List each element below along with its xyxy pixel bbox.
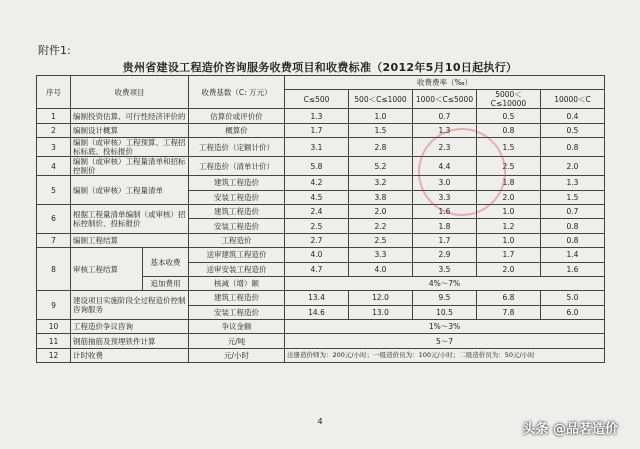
rate-cell: 3.0 (413, 176, 477, 190)
rate-span-cell: 5～7 (285, 334, 605, 348)
document-title: 贵州省建设工程造价咨询服务收费项目和收费标准（2012年5月10日起执行） (122, 61, 518, 74)
rate-cell: 3.3 (349, 248, 413, 262)
rate-cell: 3.1 (285, 138, 349, 157)
row-base: 工程造价（定额计价） (189, 138, 285, 157)
row-item: 工程造价争议咨询 (71, 320, 189, 334)
row-subitem: 基本收费 (143, 248, 189, 277)
table-row (37, 204, 605, 218)
rate-cell: 0.8 (541, 233, 605, 247)
range-header: 500＜C≤1000 (349, 90, 413, 109)
table-row (37, 123, 605, 137)
row-seq: 8 (37, 248, 71, 291)
row-base: 建筑工程造价 (189, 291, 285, 305)
rate-cell: 0.5 (541, 123, 605, 137)
range-header: 1000＜C≤5000 (413, 90, 477, 109)
rate-cell: 2.9 (413, 248, 477, 262)
row-base: 工程造价 (189, 233, 285, 247)
row-base: 安装工程造价 (189, 219, 285, 233)
rate-cell: 2.0 (477, 262, 541, 276)
rate-cell: 0.7 (541, 204, 605, 218)
rate-cell: 4.4 (413, 157, 477, 176)
table-row (37, 334, 605, 348)
table-row (37, 348, 605, 362)
row-seq: 5 (37, 176, 71, 205)
table-row (37, 176, 605, 190)
rate-cell: 0.5 (477, 109, 541, 123)
rate-cell: 3.2 (349, 176, 413, 190)
rate-cell: 1.7 (413, 233, 477, 247)
rate-cell: 1.5 (477, 138, 541, 157)
rate-cell: 2.5 (477, 157, 541, 176)
table-header-row (37, 76, 605, 90)
rate-cell: 1.7 (477, 248, 541, 262)
row-seq: 11 (37, 334, 71, 348)
table-row (37, 233, 605, 247)
row-base: 争议金额 (189, 320, 285, 334)
rate-cell: 5.0 (541, 291, 605, 305)
rate-cell: 2.4 (285, 204, 349, 218)
table-row (37, 109, 605, 123)
table-row (37, 157, 605, 176)
rate-cell: 13.4 (285, 291, 349, 305)
rate-cell: 1.3 (541, 176, 605, 190)
rate-cell: 1.2 (477, 219, 541, 233)
rate-cell: 1.4 (541, 248, 605, 262)
rate-span-cell: 1%～3% (285, 320, 605, 334)
row-seq: 9 (37, 291, 71, 320)
row-subitem: 追加费用 (143, 276, 189, 290)
rate-cell: 0.8 (541, 219, 605, 233)
rate-cell: 12.0 (349, 291, 413, 305)
header-item: 收费项目 (71, 76, 189, 109)
range-header: 5000＜C≤10000 (477, 90, 541, 109)
row-item: 编制工程结算 (71, 233, 189, 247)
rate-cell: 1.8 (477, 176, 541, 190)
rate-cell: 5.2 (349, 157, 413, 176)
rate-cell: 2.8 (349, 138, 413, 157)
rate-cell: 4.2 (285, 176, 349, 190)
rate-cell: 1.5 (349, 123, 413, 137)
rate-span-cell: 4%～7% (285, 276, 605, 290)
rate-cell: 2.3 (413, 138, 477, 157)
rate-cell: 1.0 (477, 233, 541, 247)
range-header: C≤500 (285, 90, 349, 109)
rate-cell: 1.5 (541, 190, 605, 204)
watermark: 头条 @品茗造价 (522, 422, 618, 437)
rate-cell: 1.3 (285, 109, 349, 123)
rate-cell: 0.8 (477, 123, 541, 137)
header-base: 收费基数（C: 万元） (189, 76, 285, 109)
rate-cell: 1.6 (541, 262, 605, 276)
rate-cell: 2.0 (477, 190, 541, 204)
fee-table (36, 75, 605, 363)
rate-cell: 4.0 (349, 262, 413, 276)
rate-cell: 14.6 (285, 305, 349, 319)
table-row (37, 138, 605, 157)
row-item: 编制（或审核）工程量清单和招标控制价 (71, 157, 189, 176)
rate-cell: 5.8 (285, 157, 349, 176)
rate-cell: 4.7 (285, 262, 349, 276)
rate-cell: 2.5 (349, 233, 413, 247)
rate-cell: 1.7 (285, 123, 349, 137)
row-base: 概算价 (189, 123, 285, 137)
row-base: 核减（增）额 (189, 276, 285, 290)
rate-cell: 2.5 (285, 219, 349, 233)
range-header: 10000＜C (541, 90, 605, 109)
row-seq: 1 (37, 109, 71, 123)
rate-cell: 0.8 (541, 138, 605, 157)
rate-cell: 6.0 (541, 305, 605, 319)
row-base: 元/小时 (189, 348, 285, 362)
row-base: 建筑工程造价 (189, 176, 285, 190)
row-seq: 7 (37, 233, 71, 247)
row-base: 送审安装工程造价 (189, 262, 285, 276)
row-base: 工程造价（清单计价） (189, 157, 285, 176)
row-item: 钢筋抽筋及预埋铁件计算 (71, 334, 189, 348)
rate-cell: 4.5 (285, 190, 349, 204)
rate-cell: 1.6 (413, 204, 477, 218)
row-item: 审核工程结算 (71, 248, 143, 291)
rate-cell: 1.0 (477, 204, 541, 218)
row-seq: 6 (37, 204, 71, 233)
rate-cell: 10.5 (413, 305, 477, 319)
rate-cell: 0.7 (413, 109, 477, 123)
row-base: 安装工程造价 (189, 190, 285, 204)
page-number: 4 (317, 417, 323, 426)
annex-label: 附件1: (38, 44, 71, 57)
row-item: 编制设计概算 (71, 123, 189, 137)
rate-cell: 1.3 (413, 123, 477, 137)
row-base: 安装工程造价 (189, 305, 285, 319)
row-base: 元/吨 (189, 334, 285, 348)
row-item: 计时收费 (71, 348, 189, 362)
rate-cell: 3.3 (413, 190, 477, 204)
table-row (37, 291, 605, 305)
row-item: 建设项目实施阶段全过程造价控制咨询服务 (71, 291, 189, 320)
row-seq: 12 (37, 348, 71, 362)
row-seq: 3 (37, 138, 71, 157)
rate-cell: 1.0 (349, 109, 413, 123)
rate-cell: 2.0 (349, 204, 413, 218)
rate-span-cell: 注册造价师为：200元/小时；一级造价员为：100元/小时；二级造价员为：50元/小时 (285, 348, 605, 362)
rate-cell: 2.2 (349, 219, 413, 233)
rate-cell: 2.0 (541, 157, 605, 176)
table-row (37, 248, 605, 262)
rate-cell: 4.0 (285, 248, 349, 262)
row-seq: 10 (37, 320, 71, 334)
row-item: 编制（或审核）工程预算、工程招标标底、投标报价 (71, 138, 189, 157)
rate-cell: 0.4 (541, 109, 605, 123)
header-rate: 收费费率（‰） (285, 76, 605, 90)
rate-cell: 7.8 (477, 305, 541, 319)
rate-cell: 1.8 (413, 219, 477, 233)
rate-cell: 3.8 (349, 190, 413, 204)
row-base: 送审建筑工程造价 (189, 248, 285, 262)
row-seq: 2 (37, 123, 71, 137)
rate-cell: 6.8 (477, 291, 541, 305)
rate-cell: 9.5 (413, 291, 477, 305)
table-row (37, 320, 605, 334)
row-base: 建筑工程造价 (189, 204, 285, 218)
row-item: 编制（或审核）工程量清单 (71, 176, 189, 205)
row-seq: 4 (37, 157, 71, 176)
row-item: 编制投资估算、可行性经济评价的 (71, 109, 189, 123)
rate-cell: 13.0 (349, 305, 413, 319)
row-item: 根据工程量清单编制（或审核）招标控制价、投标报价 (71, 204, 189, 233)
header-seq: 序号 (37, 76, 71, 109)
rate-cell: 3.5 (413, 262, 477, 276)
row-base: 估算价或评价价 (189, 109, 285, 123)
rate-cell: 2.7 (285, 233, 349, 247)
